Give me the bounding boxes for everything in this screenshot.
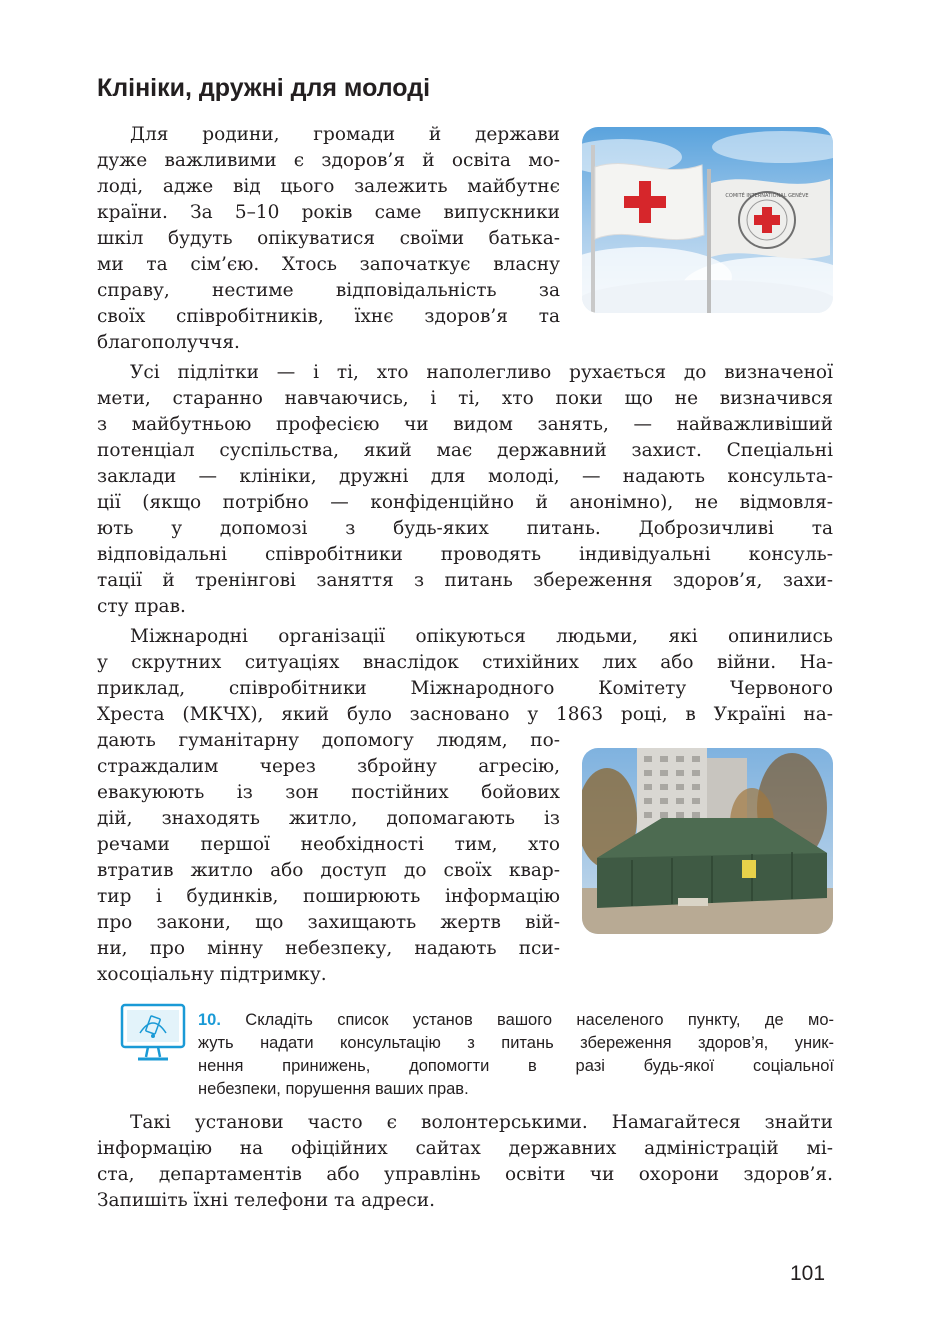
page-number: 101: [790, 1262, 826, 1285]
para3-line: хосоціальну підтримку.: [97, 964, 327, 985]
para2-line: заклади — клініки, дружні для молоді, — надають консульта-: [97, 466, 833, 487]
para3-line: дій, знаходять житло, допомагають із: [97, 808, 560, 829]
para1-line: шкіл будуть опікуватися своїми батька-: [97, 228, 560, 249]
task-line: жуть надати консультацію з питань збереження здоров’я, уник-: [198, 1034, 834, 1052]
para4-line: Запишіть їхні телефони та адреси.: [97, 1190, 435, 1211]
para2-line: ють у допомозі з будь-яких питань. Доброзичливі та: [97, 518, 833, 539]
para2-line: Усі підлітки — і ті, хто наполегливо рухається до визначеної: [130, 362, 833, 383]
para2-line: мети, старанно навчаючись, і ті, хто поки що не визначився: [97, 388, 833, 409]
section-title: Клініки, дружні для молоді: [97, 74, 431, 102]
para3-line: тир і будинків, поширюють інформацію: [97, 886, 560, 907]
para1-line: дуже важливими є здоров’я й освіта мо-: [97, 150, 560, 171]
para1-line: ми та сім’єю. Хтось започаткує власну: [97, 254, 560, 275]
para3-line: ни, про мінну небезпеку, надають пси-: [97, 938, 560, 959]
para1-line: Для родини, громади й держави: [130, 124, 560, 145]
para1-line: країни. За 5–10 років саме випускники: [97, 202, 560, 223]
para3-line: втратив житло або доступ до своїх квар-: [97, 860, 560, 881]
para2-line: тації й тренінгові заняття з питань збереження здоров’я, захи-: [97, 570, 833, 591]
para2-line: відповідальні співробітники проводять індивідуальні консуль-: [97, 544, 833, 565]
para2-line: з майбутньою професією чи видом занять, — найважливіший: [97, 414, 833, 435]
para2-line: потенціал суспільства, який має державний захист. Спеціальні: [97, 440, 833, 461]
para2-line: сту прав.: [97, 596, 186, 617]
flag-inscription: COMITÉ INTERNATIONAL GENÈVE: [725, 193, 809, 199]
para1-line: своїх співробітників, їхнє здоров’я та: [97, 306, 560, 327]
para3-line: Міжнародні організації опікуються людьми, які опинились: [130, 626, 833, 647]
flags-image: [582, 127, 833, 313]
para1-line: справу, нестиме відповідальність за: [97, 280, 560, 301]
humanitarian-tent-photo: [582, 748, 833, 934]
para4-line: ста, департаментів або управлінь освіти чи охорони здоров’я.: [97, 1164, 833, 1185]
para1-line: благополуччя.: [97, 332, 240, 353]
para3-line: страждалим через збройну агресію,: [97, 756, 560, 777]
task-text: Складіть список установ вашого населеного пункту, де мо-: [245, 1011, 834, 1029]
para1-line: лоді, адже від цього залежить майбутнє: [97, 176, 560, 197]
para3-line: про закони, що захищають жертв вій-: [97, 912, 560, 933]
para2-line: ції (якщо потрібно — конфіденційно й анонімно), не відмовля-: [97, 492, 833, 513]
task-line: нення принижень, допомогти в разі будь-якої соціальної: [198, 1057, 834, 1075]
para3-line: приклад, співробітники Міжнародного Комітету Червоного: [97, 678, 833, 699]
task-number: 10.: [198, 1011, 221, 1029]
para3-line: речами першої необхідності тим, хто: [97, 834, 560, 855]
para4-line: інформацію на офіційних сайтах державних адміністрацій мі-: [97, 1138, 833, 1159]
task-line: [198, 1010, 834, 1031]
para3-line: дають гуманітарну допомогу людям, по-: [97, 730, 560, 751]
para3-line: Хреста (МКЧХ), який було засновано у 1863 році, в Україні на-: [97, 704, 833, 725]
para3-line: у скрутних ситуаціях внаслідок стихійних лих або війни. На-: [97, 652, 833, 673]
para3-line: евакуюють із зон постійних бойових: [97, 782, 560, 803]
task-line: небезпеки, порушення ваших прав.: [198, 1080, 469, 1098]
computer-task-icon: [118, 1003, 188, 1065]
red-cross-flags-photo: [582, 127, 833, 313]
tent-image: [582, 748, 833, 934]
para4-line: Такі установи часто є волонтерськими. Намагайтеся знайти: [130, 1112, 833, 1133]
